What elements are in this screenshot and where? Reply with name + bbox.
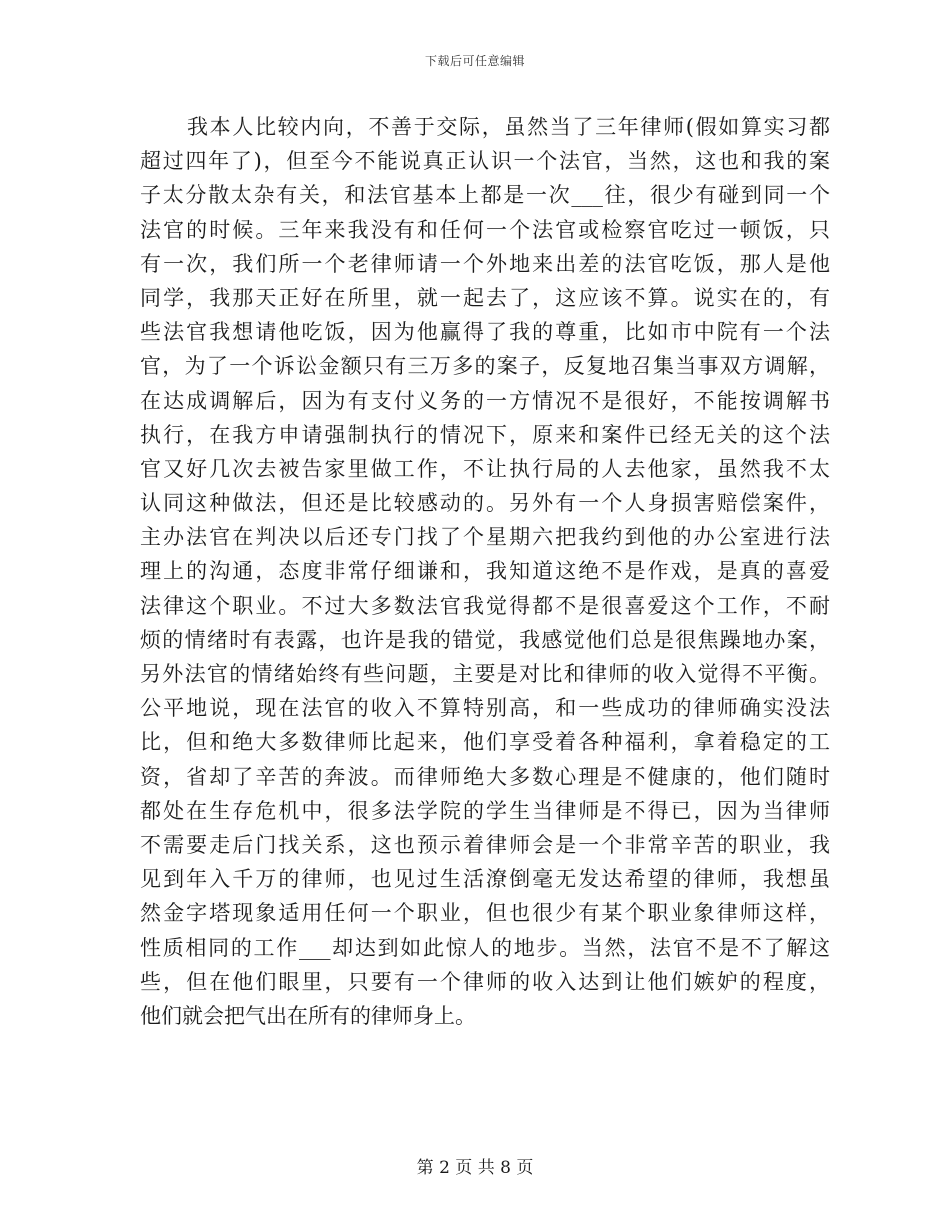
paragraph-line: 见到年入千万的律师，也见过生活潦倒毫无发达希望的律师，我想虽 [140,867,830,892]
paragraph-line: 超过四年了)，但至今不能说真正认识一个法官，当然，这也和我的案 [140,149,830,174]
paragraph-line: 性质相同的工作___却达到如此惊人的地步。当然，法官不是不了解这 [140,935,830,960]
page-header: 下载后可任意编辑 [424,54,525,68]
paragraph-line: 然金字塔现象适用任何一个职业，但也很少有某个职业象律师这样， [140,901,830,926]
paragraph-line: 子太分散太杂有关，和法官基本上都是一次___往，很少有碰到同一个 [140,183,830,208]
paragraph-line: 主办法官在判决以后还专门找了个星期六把我约到他的办公室进行法 [140,525,830,550]
paragraph-line: 资，省却了辛苦的奔波。而律师绝大多数心理是不健康的，他们随时 [140,764,830,789]
paragraph-line: 在达成调解后，因为有支付义务的一方情况不是很好，不能按调解书 [140,388,830,413]
paragraph-line: 不需要走后门找关系，这也预示着律师会是一个非常辛苦的职业，我 [140,832,830,857]
paragraph-line: 些法官我想请他吃饭，因为他赢得了我的尊重，比如市中院有一个法 [140,320,830,345]
paragraph-line: 执行，在我方申请强制执行的情况下，原来和案件已经无关的这个法 [140,422,830,447]
paragraph-line: 法律这个职业。不过大多数法官我觉得都不是很喜爱这个工作，不耐 [140,593,830,618]
page-number: 第 2 页 共 8 页 [416,1158,534,1178]
paragraph-line: 我本人比较内向，不善于交际，虽然当了三年律师(假如算实习都 [187,115,830,139]
paragraph-line: 官又好几次去被告家里做工作，不让执行局的人去他家，虽然我不太 [140,456,830,481]
paragraph-line: 认同这种做法，但还是比较感动的。另外有一个人身损害赔偿案件， [140,491,830,516]
paragraph-line: 另外法官的情绪始终有些问题，主要是对比和律师的收入觉得不平衡。 [140,662,830,686]
paragraph-line: 官，为了一个诉讼金额只有三万多的案子，反复地召集当事双方调解， [140,354,830,379]
document-body [140,110,830,1033]
paragraph-line: 公平地说，现在法官的收入不算特别高，和一些成功的律师确实没法 [140,696,830,721]
paragraph-line: 都处在生存危机中，很多法学院的学生当律师是不得已，因为当律师 [140,798,830,823]
paragraph-line: 烦的情绪时有表露，也许是我的错觉，我感觉他们总是很焦躁地办案， [140,627,830,652]
paragraph-line: 有一次，我们所一个老律师请一个外地来出差的法官吃饭，那人是他 [140,251,830,276]
paragraph-line: 法官的时候。三年来我没有和任何一个法官或检察官吃过一顿饭，只 [140,217,830,242]
paragraph-line: 同学，我那天正好在所里，就一起去了，这应该不算。说实在的，有 [140,285,830,310]
paragraph-line: 他们就会把气出在所有的律师身上。 [140,1003,476,1028]
paragraph-line: 些，但在他们眼里，只要有一个律师的收入达到让他们嫉妒的程度， [140,969,830,994]
paragraph-line: 理上的沟通，态度非常仔细谦和，我知道这绝不是作戏，是真的喜爱 [140,559,830,584]
paragraph-line: 比，但和绝大多数律师比起来，他们享受着各种福利，拿着稳定的工 [140,730,830,755]
